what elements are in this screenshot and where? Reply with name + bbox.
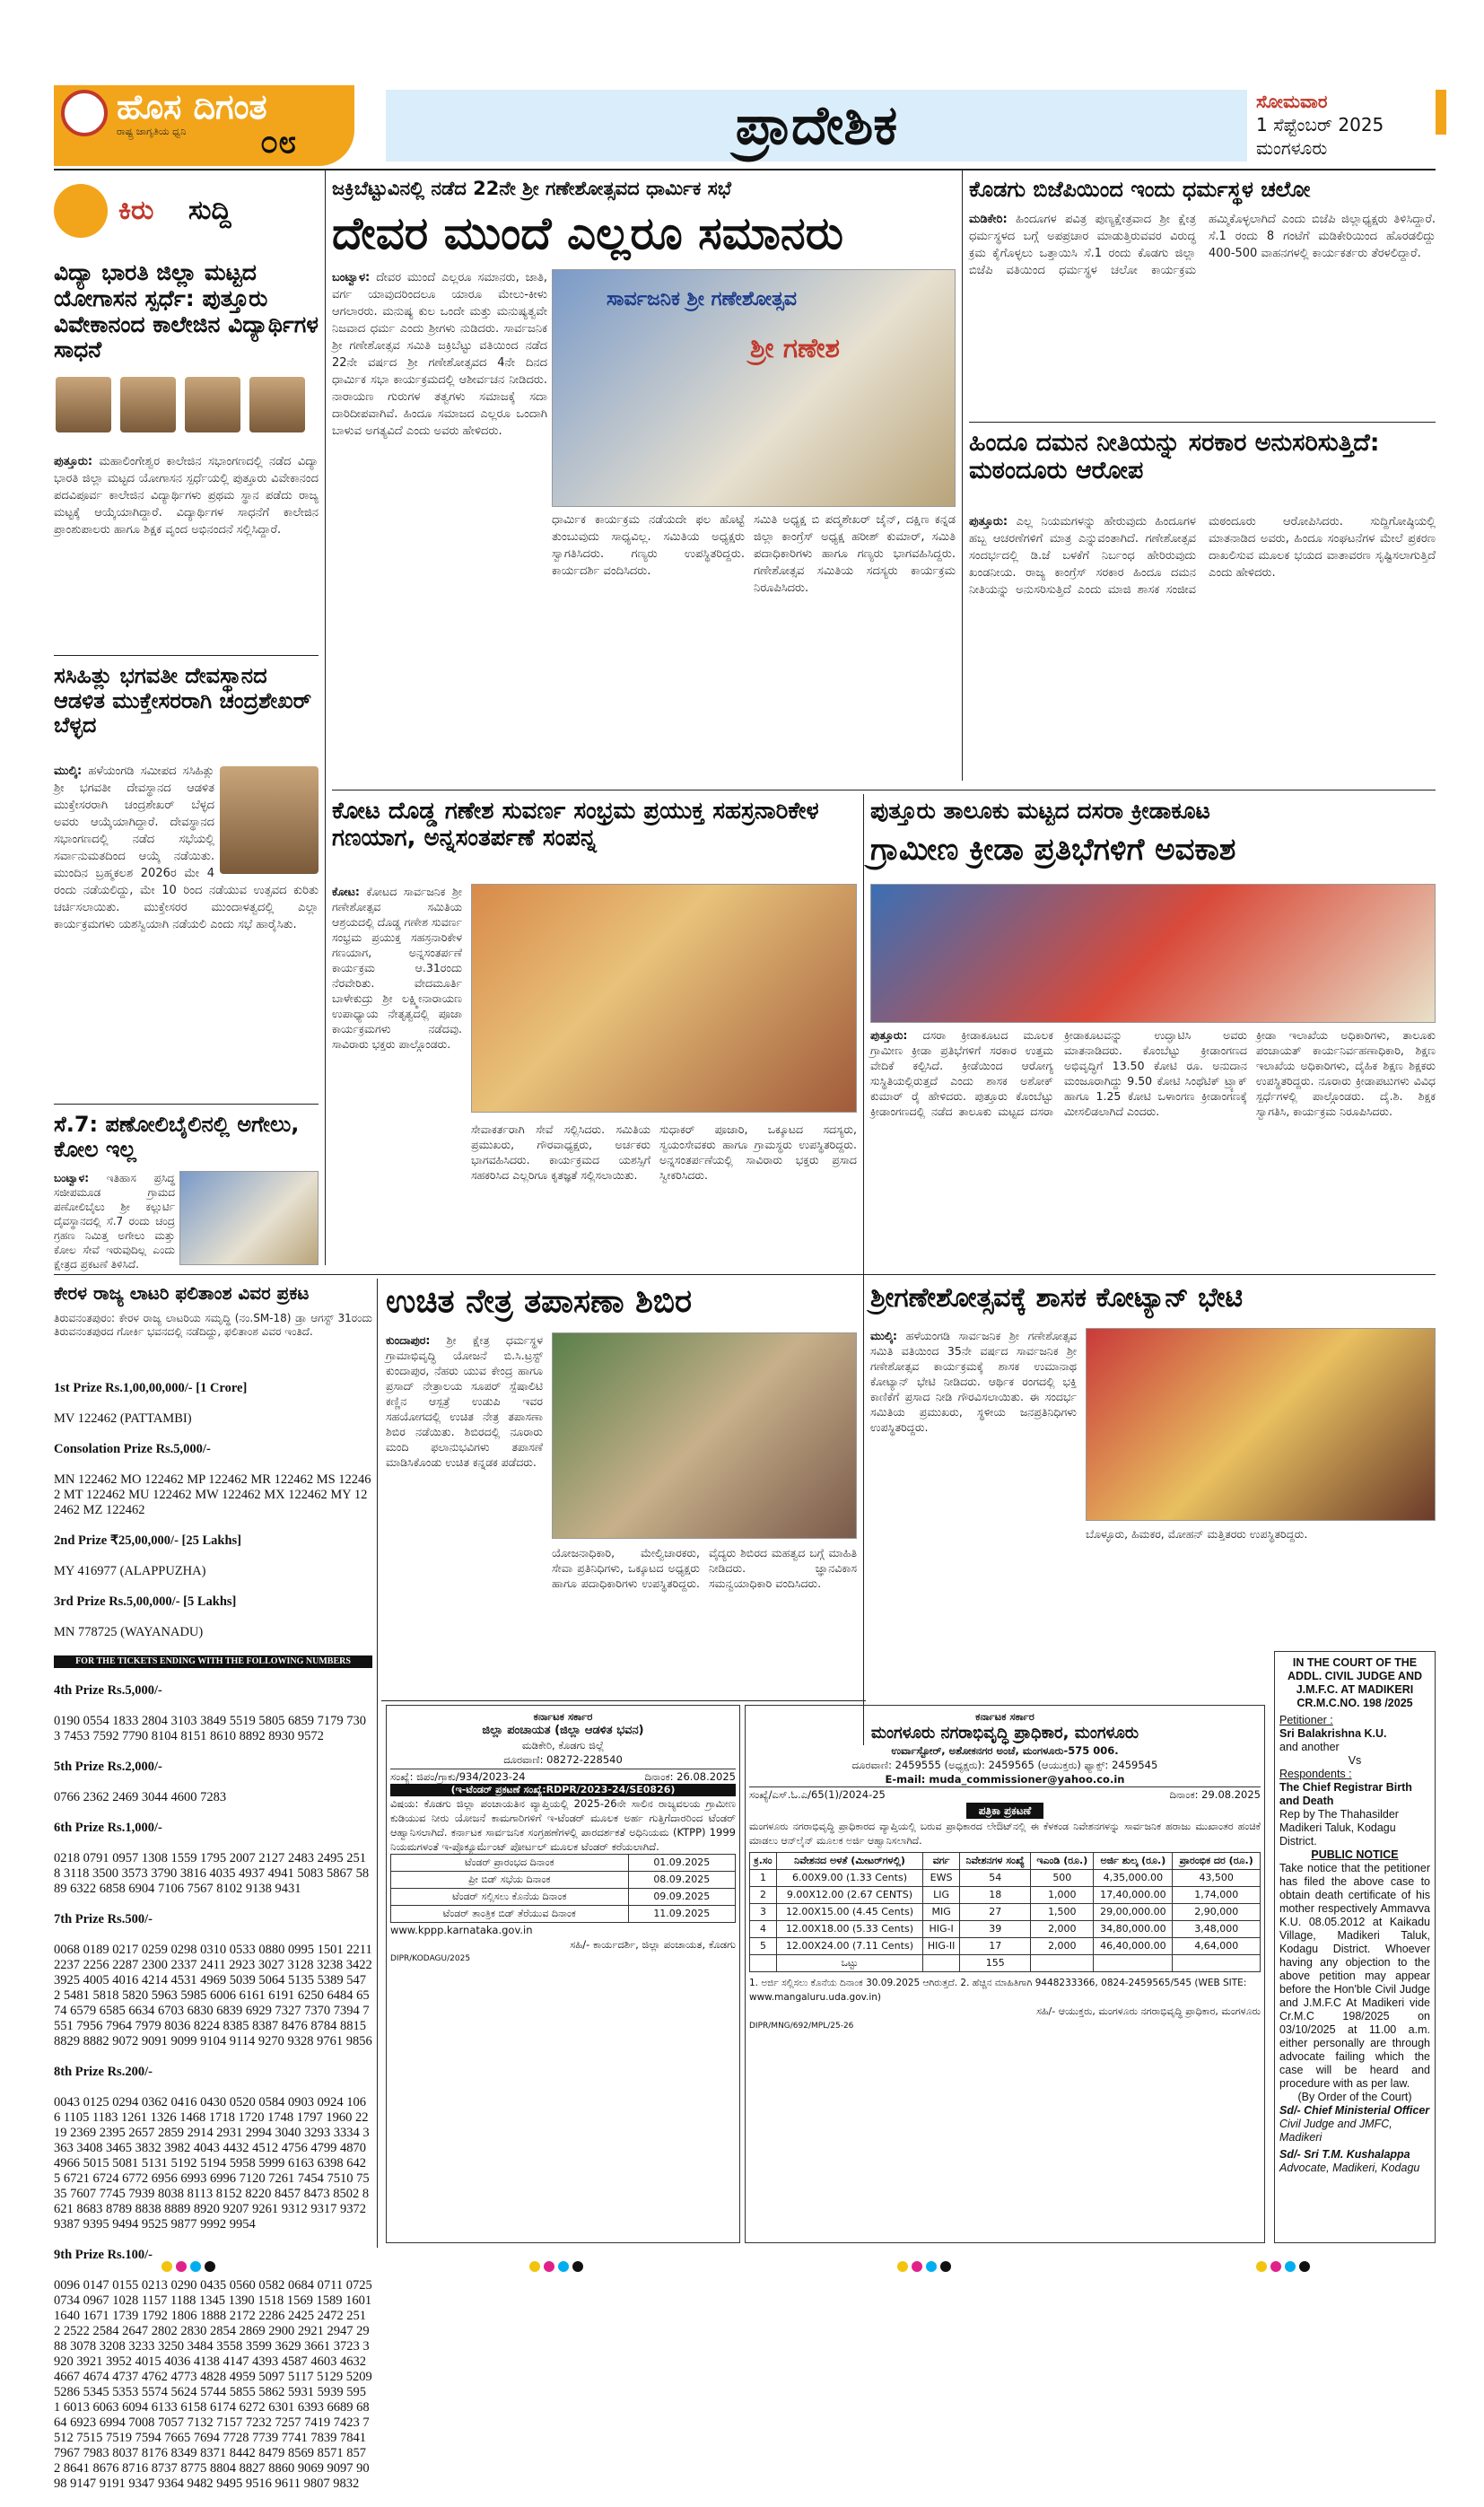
court-l4: CR.M.C.NO. 198 /2025 bbox=[1296, 1697, 1413, 1709]
lot-third-no: MN 778725 (WAYANADU) bbox=[54, 1625, 204, 1639]
lot-cons-no: MN 122462 MO 122462 MP 122462 MR 122462 MS 122462 MT 122462 MU 122462 MW 122462 MX 122462 MY 122462 MZ 122462 bbox=[54, 1472, 371, 1517]
edge-marker bbox=[1436, 90, 1446, 135]
table-row: ಒಟ್ಟು 155 bbox=[750, 1955, 1261, 1972]
kotian-body bbox=[870, 1328, 1077, 1723]
muda-sign: ಸಹಿ/- ಆಯುಕ್ತರು, ಮಂಗಳೂರು ನಗರಾಭಿವೃದ್ಧಿ ಪ್ರಾಧಿಕಾರ, ಮಂಗಳೂರು bbox=[1036, 2005, 1261, 2017]
registration-marks bbox=[529, 2261, 583, 2272]
page-number: ೦೮ bbox=[260, 124, 297, 161]
lot-p5-no: 0766 2362 2469 3044 4600 7283 bbox=[54, 1790, 227, 1804]
court-pet: Petitioner : bbox=[1279, 1714, 1333, 1726]
registration-marks bbox=[1256, 2261, 1310, 2272]
kiru-label: ಕಿರು bbox=[118, 195, 154, 226]
zp-date: ದಿನಾಂಕ: 26.08.2025 bbox=[644, 1770, 736, 1783]
kodagu-text: ಹಿಂದೂಗಳ ಪವಿತ್ರ ಪುಣ್ಯಕ್ಷೇತ್ರವಾದ ಶ್ರೀ ಕ್ಷೇತ್ರ ಧರ್ಮಸ್ಥಳದ ಬಗ್ಗೆ ಅಪಪ್ರಚಾರ ಮಾಡುತ್ತಿರುವವರ ವಿರುದ್ಧ ಕ್ರಮ ಕೈಗೊಳ್ಳಲು ಒತ್ತಾಯಿಸಿ ಸೆ.1 ರಂದು ಕೊಡಗು ಜಿಲ್ಲಾ ಬಿಜೆಪಿ ವತಿಯಿಂದ ಧರ್ಮಸ್ಥಳ ಚಲೋ ಕಾರ್ಯಕ್ರಮ ಹಮ್ಮಿಕೊಳ್ಳಲಾಗಿದೆ ಎಂದು ಬಿಜೆಪಿ ಜಿಲ್ಲಾಧ್ಯಕ್ಷರು ತಿಳಿಸಿದ್ದಾರೆ. ಸೆ.1 ರಂದು 8 ಗಂಟೆಗೆ ಮಡಿಕೇರಿಯಿಂದ ಹೊರಡಲಿದ್ದು 400-500 ವಾಹನಗಳಲ್ಲಿ ಕಾರ್ಯಕರ್ತರು ತೆರಳಲಿದ್ದಾರೆ. bbox=[969, 213, 1436, 277]
student-photo bbox=[56, 377, 111, 432]
eye-place: ಕುಂದಾಪುರ: bbox=[386, 1333, 431, 1347]
s2-headline: ಸಸಿಹಿತ್ಲು ಭಗವತೀ ದೇವಸ್ಥಾನದ ಆಡಳಿತ ಮುಕ್ತೇಸರರಾಗಿ ಚಂದ್ರಶೇಖರ್ ಬೆಳ್ಳದ bbox=[54, 663, 312, 738]
kodagu-headline: ಕೊಡಗು ಬಿಜೆಪಿಯಿಂದ ಇಂದು ಧರ್ಮಸ್ಥಳ ಚಲೋ bbox=[969, 177, 1311, 202]
kota-place: ಕೋಟ: bbox=[332, 885, 360, 898]
dasara-body2: ಕ್ರೀಡಾ ಇಲಾಖೆಯ ಅಧಿಕಾರಿಗಳು, ತಾಲೂಕು ಪಂಚಾಯತ್ ಕಾರ್ಯನಿರ್ವಹಣಾಧಿಕಾರಿ, ಶಿಕ್ಷಣ ಇಲಾಖೆಯ ಅಧಿಕಾರಿಗಳು, ದೈಹಿಕ ಶಿಕ್ಷಣ ಶಿಕ್ಷಕರು ಉಪಸ್ಥಿತರಿದ್ದರು. ನೂರಾರು ಕ್ರೀಡಾಪಟುಗಳು ವಿವಿಧ ಸ್ಪರ್ಧೆಗಳಲ್ಲಿ ಪಾಲ್ಗೊಂಡರು. ದೈ.ಶಿ. ಶಿಕ್ಷಕ ಸ್ವಾಗತಿಸಿ, ಕಾರ್ಯಕ್ರಮ ನಿರೂಪಿಸಿದರು. bbox=[1256, 1028, 1436, 1118]
table-row: ಟೆಂಡರ್ ಸಲ್ಲಿಸಲು ಕೊನೆಯ ದಿನಾಂಕ 09.09.2025 bbox=[391, 1889, 736, 1906]
dasara-kicker: ಪುತ್ತೂರು ತಾಲೂಕು ಮಟ್ಟದ ದಸರಾ ಕ್ರೀಡಾಕೂಟ bbox=[870, 798, 1210, 824]
lot-second-no: MY 416977 (ALAPPUZHA) bbox=[54, 1564, 206, 1578]
zp-sign: ಸಹಿ/- ಕಾರ್ಯದರ್ಶಿ, ಜಿಲ್ಲಾ ಪಂಚಾಯತ, ಕೊಡಗು bbox=[570, 1938, 736, 1951]
zp-title: (ಇ-ಟೆಂಡರ್ ಪ್ರಕಟಣೆ ಸಂಖ್ಯೆ:RDPR/2023-24/SE0826) bbox=[390, 1784, 736, 1796]
court-rep: Rep by The Thahasilder Madikeri Taluk, Kodagu District. bbox=[1279, 1808, 1399, 1847]
kota-text: ಕೋಟದ ಸಾರ್ವಜನಿಕ ಶ್ರೀ ಗಣೇಶೋತ್ಸವ ಸಮಿತಿಯ ಆಶ್ರಯದಲ್ಲಿ ದೊಡ್ಡ ಗಣೇಶ ಸುವರ್ಣ ಸಂಭ್ರಮ ಪ್ರಯುಕ್ತ ಸಹಸ್ರನಾರಿಕೇಳ ಗಣಯಾಗ, ಅನ್ನಸಂತರ್ಪಣೆ ಕಾರ್ಯಕ್ರಮ ಆ.31ರಂದು ನೆರವೇರಿತು. ವೇದಮೂರ್ತಿ ಬಾಳೇಕುದ್ರು ಶ್ರೀ ಲಕ್ಷ್ಮೀನಾರಾಯಣ ಉಪಾಧ್ಯಾಯ ನೇತೃತ್ವದಲ್ಲಿ ಪೂಜಾ ಕಾರ್ಯಕ್ರಮಗಳು ನಡೆದವು. ಸಾವಿರಾರು ಭಕ್ತರು ಪಾಲ್ಗೊಂಡರು. bbox=[332, 885, 462, 1051]
s2-body bbox=[54, 763, 319, 1104]
photo-banner: ಸಾರ್ವಜನಿಕ ಶ್ರೀ ಗಣೇಶೋತ್ಸವ bbox=[607, 288, 798, 310]
kota-body3: ಸುಧಾಕರ್ ಪೂಜಾರಿ, ಒಕ್ಕೂಟದ ಸದಸ್ಯರು, ಸ್ವಯಂಸೇವಕರು ಹಾಗೂ ಗ್ರಾಮಸ್ಥರು ಉಪಸ್ಥಿತರಿದ್ದರು. ಅನ್ನಸಂತರ್ಪಣೆಯಲ್ಲಿ ಸಾವಿರಾರು ಭಕ್ತರು ಪ್ರಸಾದ ಸ್ವೀಕರಿಸಿದರು. bbox=[659, 1122, 857, 1182]
s3-place: ಬಂಟ್ವಾಳ: bbox=[54, 1172, 89, 1184]
col-rule bbox=[962, 170, 963, 781]
lead-photo bbox=[552, 269, 956, 507]
court-sig2b: Advocate, Madikeri, Kodagu bbox=[1279, 2162, 1420, 2174]
zp-h2: ಜಿಲ್ಲಾ ಪಂಚಾಯತ (ಜಿಲ್ಲಾ ಆಡಳಿತ ಭವನ) bbox=[482, 1724, 644, 1737]
lead-place: ಬಂಟ್ವಾಳ: bbox=[332, 271, 371, 284]
court-vs: Vs bbox=[1348, 1754, 1362, 1767]
court-sig2: Sd/- Sri T.M. Kushalappa bbox=[1279, 2148, 1410, 2161]
person-photo bbox=[220, 766, 319, 874]
kiru-suddi-label bbox=[54, 184, 287, 247]
lottery-headline: ಕೇರಳ ರಾಜ್ಯ ಲಾಟರಿ ಫಲಿತಾಂಶ ವಿವರ ಪ್ರಕಟ bbox=[54, 1282, 310, 1304]
kota-headline: ಕೋಟ ದೊಡ್ಡ ಗಣೇಶ ಸುವರ್ಣ ಸಂಭ್ರಮ ಪ್ರಯುಕ್ತ ಸಹಸ್ರನಾರಿಕೇಳ ಗಣಯಾಗ, ಅನ್ನಸಂತರ್ಪಣೆ ಸಂಪನ್ನ bbox=[332, 798, 819, 852]
lead-body3: ಸಮಿತಿ ಅಧ್ಯಕ್ಷ ಬಿ ಪದ್ಮಶೇಖರ್ ಜೈನ್, ದಕ್ಷಿಣ ಕನ್ನಡ ಜಿಲ್ಲಾ ಕಾಂಗ್ರೆಸ್ ಅಧ್ಯಕ್ಷ ಹರೀಶ್ ಕುಮಾರ್, ಸಮಿತಿ ಪದಾಧಿಕಾರಿಗಳು ಹಾಗೂ ಗಣ್ಯರು ಭಾಗವಹಿಸಿದ್ದರು. ಗಣೇಶೋತ್ಸವ ಸಮಿತಿಯ ಸದಸ್ಯರು ಕಾರ್ಯಕ್ರಮ ನಿರೂಪಿಸಿದರು. bbox=[754, 513, 956, 595]
lot-cons: Consolation Prize Rs.5,000/- bbox=[54, 1442, 211, 1456]
court-sig1b: Civil Judge and JMFC, Madikeri bbox=[1279, 2118, 1392, 2144]
court-pn: PUBLIC NOTICE bbox=[1311, 1848, 1399, 1861]
court-pet-name: Sri Balakrishna K.U. bbox=[1279, 1727, 1387, 1740]
lottery-results bbox=[54, 1366, 376, 2491]
eye-body2: ಯೋಜನಾಧಿಕಾರಿ, ಮೇಲ್ವಿಚಾರಕರು, ಸೇವಾ ಪ್ರತಿನಿಧಿಗಳು, ಒಕ್ಕೂಟದ ಅಧ್ಯಕ್ಷರು ಹಾಗೂ ಪದಾಧಿಕಾರಿಗಳು ಉಪಸ್ಥಿತರಿದ್ದರು. ವೈದ್ಯರು ಶಿಬಿರದ ಮಹತ್ವದ ಬಗ್ಗೆ ಮಾಹಿತಿ ನೀಡಿದರು. ಜ್ಞಾನವಿಕಾಸ ಸಮನ್ವಯಾಧಿಕಾರಿ ವಂದಿಸಿದರು. bbox=[552, 1546, 857, 1590]
muda-date: ದಿನಾಂಕ: 29.08.2025 bbox=[1169, 1788, 1261, 1801]
table-row: ಪ್ರೀ ಬಿಡ್ ಸಭೆಯ ದಿನಾಂಕ 08.09.2025 bbox=[391, 1872, 736, 1889]
dasara-body bbox=[870, 1027, 1247, 1274]
lot-bar: FOR THE TICKETS ENDING WITH THE FOLLOWING NUMBERS bbox=[54, 1655, 372, 1668]
lot-p6-no: 0218 0791 0957 1308 1559 1795 2007 2127 2483 2495 2518 3118 3500 3573 3790 3816 4035 4937 4941 5083 5867 5889 6322 6858 6904 7106 7567 8102 9138 9431 bbox=[54, 1851, 370, 1896]
registration-marks bbox=[897, 2261, 951, 2272]
photo-banner-sub: ಶ್ರೀ ಗಣೇಶ bbox=[750, 333, 840, 364]
eye-photo bbox=[552, 1332, 857, 1539]
dateline bbox=[1256, 90, 1418, 160]
hindu-text: ಎಲ್ಲ ನಿಯಮಗಳನ್ನು ಹೇರುವುದು ಹಿಂದೂಗಳ ಹಬ್ಬ ಆಚರಣೆಗಳಿಗೆ ಮಾತ್ರ ಎನ್ನುವಂತಾಗಿದೆ. ಗಣೇಶೋತ್ಸವ ಸಂದರ್ಭದಲ್ಲಿ ಡಿ.ಜೆ ಬಳಕೆಗೆ ನಿರ್ಬಂಧ ಹೇರಿರುವುದು ಖಂಡನೀಯ. ರಾಜ್ಯ ಕಾಂಗ್ರೆಸ್ ಸರಕಾರ ಹಿಂದೂ ದಮನ ನೀತಿಯನ್ನು ಅನುಸರಿಸುತ್ತಿದೆ ಎಂದು ಮಾಜಿ ಶಾಸಕ ಸಂಜೀವ ಮಠಂದೂರು ಆರೋಪಿಸಿದರು. ಸುದ್ದಿಗೋಷ್ಠಿಯಲ್ಲಿ ಮಾತನಾಡಿದ ಅವರು, ಹಿಂದೂ ಸಂಘಟನೆಗಳ ಮೇಲೆ ಪ್ರಕರಣ ದಾಖಲಿಸುವ ಮೂಲಕ ಭಯದ ವಾತಾವರಣ ಸೃಷ್ಟಿಸಲಾಗುತ್ತಿದೆ ಎಂದು ಹೇಳಿದರು. bbox=[969, 515, 1436, 597]
court-resp: Respondents : bbox=[1279, 1768, 1352, 1780]
table-row: 2 9.00X12.00 (2.67 CENTS) LIG 18 1,000 17,40,000.00 1,74,000 bbox=[750, 1887, 1261, 1904]
lot-p7-no: 0068 0189 0217 0259 0298 0310 0533 0880 0995 1501 2211 2237 2256 2287 2300 2337 2411 2923 3027 3128 3238 3422 3925 4005 4016 4214 4531 4969 5039 5064 5135 5389 5472 5481 5818 5820 5963 5985 6006 6161 6191 6250 6484 6574 6579 6585 6634 6703 6830 6839 6929 7327 7370 7394 7551 7956 7964 7979 8036 8224 8385 8387 8476 8784 8815 8829 8882 9072 9091 9099 9104 9114 9270 9328 9761 9856 bbox=[54, 1943, 376, 2048]
story-rule bbox=[381, 1700, 866, 1701]
muda-h3: ಉರ್ವಾಸ್ಟೋರ್, ಅಶೋಕನಗರ ಅಂಚೆ, ಮಂಗಳೂರು-575 006. bbox=[891, 1744, 1119, 1757]
kota-photo bbox=[471, 884, 857, 1113]
table-row: 1 6.00X9.00 (1.33 Cents) EWS 54 500 4,35,000.00 43,500 bbox=[750, 1870, 1261, 1887]
zp-dip: DIPR/KODAGU/2025 bbox=[390, 1954, 471, 1963]
court-sig1: Sd/- Chief Ministerial Officer bbox=[1279, 2104, 1430, 2117]
student-photo bbox=[185, 377, 240, 432]
story-rule bbox=[54, 1104, 319, 1105]
suddi-label: ಸುದ್ದಿ bbox=[188, 195, 231, 226]
lottery-intro: ತಿರುವನಂತಪುರಂ: ಕೇರಳ ರಾಜ್ಯ ಲಾಟರಿಯ ಸಮೃದ್ಧಿ (ನಂ.SM-18) ಡ್ರಾ ಆಗಸ್ಟ್ 31ರಂದು ತಿರುವನಂತಪುರದ ಗೋರ್ಕಿ ಭವನದಲ್ಲಿ ನಡೆದಿದ್ದು, ಫಲಿತಾಂಶ ವಿವರ ಇಂತಿದೆ. bbox=[54, 1312, 372, 1338]
masthead-name: ಹೊಸ ದಿಗಂತ bbox=[117, 87, 267, 127]
dasara-text: ದಸರಾ ಕ್ರೀಡಾಕೂಟದ ಮೂಲಕ ಗ್ರಾಮೀಣ ಕ್ರೀಡಾ ಪ್ರತಿಭೆಗಳಿಗೆ ಸರಕಾರ ಉತ್ತಮ ವೇದಿಕೆ ಕಲ್ಪಿಸಿದೆ. ಕ್ರೀಡೆಯಿಂದ ಆರೋಗ್ಯ ಸುಸ್ಥಿತಿಯಲ್ಲಿರುತ್ತದೆ ಎಂದು ಶಾಸಕ ಅಶೋಕ್ ಕುಮಾರ್ ರೈ ಹೇಳಿದರು. ಪುತ್ತೂರು ಕೊಂಬೆಟ್ಟು ಕ್ರೀಡಾಂಗಣದಲ್ಲಿ ನಡೆದ ತಾಲೂಕು ಮಟ್ಟದ ದಸರಾ ಕ್ರೀಡಾಕೂಟವನ್ನು ಉದ್ಘಾಟಿಸಿ ಅವರು ಮಾತನಾಡಿದರು. ಕೊಂಬೆಟ್ಟು ಕ್ರೀಡಾಂಗಣದ ಅಭಿವೃದ್ಧಿಗೆ 13.50 ಕೋಟಿ ರೂ. ಅನುದಾನ ಮಂಜೂರಾಗಿದ್ದು 9.50 ಕೋಟಿ ಸಿಂಥೆಟಿಕ್ ಟ್ರ್ಯಾಕ್ ಹಾಗೂ 1.25 ಕೋಟಿ ಒಳಾಂಗಣ ಕ್ರೀಡಾಂಗಣಕ್ಕೆ ಮೀಸಲಿಡಲಾಗಿದೆ ಎಂದರು. bbox=[870, 1028, 1247, 1118]
masthead-rule bbox=[54, 169, 1436, 170]
kotian-caption: ಬೊಳ್ಳೂರು, ಹಿಮಕರ, ಮೋಹನ್ ಮತ್ತಿತರರು ಉಪಸ್ಥಿತರಿದ್ದರು. bbox=[1086, 1527, 1308, 1541]
kodagu-place: ಮಡಿಕೇರಿ: bbox=[969, 213, 1008, 226]
hand-icon bbox=[54, 184, 108, 238]
zp-h1: ಕರ್ನಾಟಕ ಸರ್ಕಾರ bbox=[533, 1710, 593, 1723]
story-rule bbox=[54, 1274, 1436, 1275]
col-rule bbox=[377, 1279, 378, 2248]
lot-first-no: MV 122462 (PATTAMBI) bbox=[54, 1411, 192, 1426]
section-title: ಪ್ರಾದೇಶಿಕ bbox=[386, 90, 1247, 162]
lot-p4-no: 0190 0554 1833 2804 3103 3849 5519 5805 6859 7179 7303 7453 7592 7790 8104 8151 8610 8892 8930 9572 bbox=[54, 1714, 366, 1743]
s1-text: ಮಹಾಲಿಂಗೇಶ್ವರ ಕಾಲೇಜಿನ ಸಭಾಂಗಣದಲ್ಲಿ ನಡೆದ ವಿದ್ಯಾ ಭಾರತಿ ಜಿಲ್ಲಾ ಮಟ್ಟದ ಯೋಗಾಸನ ಸ್ಪರ್ಧೆಯಲ್ಲಿ ಪುತ್ತೂರು ವಿವೇಕಾನಂದ ಪದವಿಪೂರ್ವ ಕಾಲೇಜಿನ ವಿದ್ಯಾರ್ಥಿಗಳು ಪ್ರಥಮ ಸ್ಥಾನ ಪಡೆದು ರಾಜ್ಯ ಮಟ್ಟಕ್ಕೆ ಆಯ್ಕೆಯಾಗಿದ್ದಾರೆ. ವಿದ್ಯಾರ್ಥಿಗಳ ಸಾಧನೆಗೆ ಕಾಲೇಜಿನ ಪ್ರಾಂಶುಪಾಲರು ಹಾಗೂ ಶಿಕ್ಷಕ ವೃಂದ ಅಭಿನಂದನೆ ಸಲ್ಲಿಸಿದ್ದಾರೆ. bbox=[54, 455, 319, 537]
date: 1 ಸೆಪ್ಟೆಂಬರ್ 2025 bbox=[1256, 114, 1384, 135]
kotian-photo bbox=[1086, 1328, 1436, 1521]
zp-phone: ದೂರವಾಣಿ: 08272-228540 bbox=[503, 1753, 623, 1766]
lot-third: 3rd Prize Rs.5,00,000/- [5 Lakhs] bbox=[54, 1594, 237, 1609]
lot-p9-no: 0096 0147 0155 0213 0290 0435 0560 0582 0684 0711 0725 0734 0967 1028 1157 1188 1345 1390 1518 1569 1589 1601 1640 1671 1739 1792 1806 1888 2172 2286 2425 2472 2512 2522 2584 2647 2802 2830 2854 2869 2900 2921 2947 2988 3078 3208 3233 3250 3484 3558 3599 3629 3661 3723 3920 3921 3952 4015 4036 4138 4147 4393 4587 4603 4632 4667 4674 4737 4762 4773 4828 4959 5097 5117 5129 5209 5286 5345 5353 5574 5624 5744 5855 5862 5931 5939 5951 6013 6063 6094 6133 6158 6174 6272 6301 6393 6689 6864 6923 6994 7008 7057 7132 7157 7232 7257 7419 7423 7512 7515 7519 7594 7665 7694 7728 7739 7741 7839 7841 7967 7983 8037 8176 8349 8371 8442 8479 8569 8571 8572 8641 8676 8716 8737 8775 8804 8827 8860 9069 9097 9098 9147 9191 9347 9364 9482 9495 9516 9611 9807 9832 bbox=[54, 2278, 376, 2491]
table-row: ಟೆಂಡರ್ ತಾಂತ್ರಿಕ ಬಿಡ್ ತೆರೆಯುವ ದಿನಾಂಕ 11.09.2025 bbox=[391, 1906, 736, 1923]
muda-notice bbox=[745, 1705, 1265, 2243]
hindu-body bbox=[969, 513, 1436, 773]
muda-title: ಪತ್ರಿಕಾ ಪ್ರಕಟಣೆ bbox=[966, 1803, 1044, 1819]
student-photo bbox=[249, 377, 305, 432]
lot-first: 1st Prize Rs.1,00,00,000/- [1 Crore] bbox=[54, 1381, 248, 1395]
lot-p5: 5th Prize Rs.2,000/- bbox=[54, 1760, 162, 1774]
court-l1: IN THE COURT OF THE bbox=[1292, 1656, 1418, 1669]
zp-h3: ಮಡಿಕೇರಿ, ಕೊಡಗು ಜಿಲ್ಲೆ bbox=[521, 1739, 605, 1751]
court-body: Take notice that the petitioner has filed the above case to obtain death certificate of his mother respectively Ammavva K.U. 08.05.2012 at Kaikadu Village, Madikeri Taluk, Kodagu District. Whoever having any objection to the above petition may appear before the Hon'ble Civil Judge and J.M.F.C At Madikeri vide Cr.M.C 198/2025 on 03/10/2025 at 11.00 a.m. either personally are through advocate failing which the case will be heard and procedure with as per law. bbox=[1279, 1862, 1430, 2090]
eye-body bbox=[386, 1332, 543, 1691]
lot-p6: 6th Prize Rs.1,000/- bbox=[54, 1821, 162, 1835]
story-rule bbox=[969, 422, 1436, 423]
kota-body2: ಸೇವಾಕರ್ತರಾಗಿ ಸೇವೆ ಸಲ್ಲಿಸಿದರು. ಸಮಿತಿಯ ಪ್ರಮುಖರು, ಗೌರವಾಧ್ಯಕ್ಷರು, ಅರ್ಚಕರು ಭಾಗವಹಿಸಿದರು. ಕಾರ್ಯಕ್ರಮದ ಯಶಸ್ಸಿಗೆ ಸಹಕರಿಸಿದ ಎಲ್ಲರಿಗೂ ಕೃತಜ್ಞತೆ ಸಲ್ಲಿಸಲಾಯಿತು. bbox=[471, 1122, 650, 1182]
zp-tender bbox=[386, 1705, 740, 2243]
table-row: 4 12.00X18.00 (5.33 Cents) HIG-I 39 2,000 34,80,000.00 3,48,000 bbox=[750, 1921, 1261, 1938]
lot-second: 2nd Prize ₹25,00,000/- [25 Lakhs] bbox=[54, 1533, 242, 1548]
lead-headline: ದೇವರ ಮುಂದೆ ಎಲ್ಲರೂ ಸಮಾನರು bbox=[332, 207, 844, 259]
day: ಸೋಮವಾರ bbox=[1256, 91, 1328, 112]
dasara-headline: ಗ್ರಾಮೀಣ ಕ್ರೀಡಾ ಪ್ರತಿಭೆಗಳಿಗೆ ಅವಕಾಶ bbox=[870, 832, 1236, 868]
s1-body bbox=[54, 453, 319, 651]
story-rule bbox=[54, 655, 319, 656]
s1-headline: ವಿದ್ಯಾ ಭಾರತಿ ಜಿಲ್ಲಾ ಮಟ್ಟದ ಯೋಗಾಸನ ಸ್ಪರ್ಧೆ: ಪುತ್ತೂರು ವಿವೇಕಾನಂದ ಕಾಲೇಜಿನ ವಿದ್ಯಾರ್ಥಿಗಳ ಸಾಧನೆ bbox=[54, 259, 319, 363]
muda-dip: DIPR/MNG/692/MPL/25-26 bbox=[749, 2022, 854, 2031]
court-l3: J.M.F.C. AT MADIKERI bbox=[1296, 1683, 1414, 1696]
table-row: 3 12.00X15.00 (4.45 Cents) MIG 27 1,500 29,00,000.00 2,90,000 bbox=[750, 1904, 1261, 1921]
lead-body1 bbox=[332, 269, 547, 677]
lead-kicker: ಜಕ್ರಿಬೆಟ್ಟುವಿನಲ್ಲಿ ನಡೆದ 22ನೇ ಶ್ರೀ ಗಣೇಶೋತ್ಸವದ ಧಾರ್ಮಿಕ ಸಭೆ bbox=[332, 178, 731, 199]
table-row: ಟೆಂಡರ್ ಪ್ರಾರಂಭದ ದಿನಾಂಕ 01.09.2025 bbox=[391, 1855, 736, 1872]
muda-h1: ಕರ್ನಾಟಕ ಸರ್ಕಾರ bbox=[975, 1710, 1034, 1723]
muda-body: ಮಂಗಳೂರು ನಗರಾಭಿವೃದ್ಧಿ ಪ್ರಾಧಿಕಾರದ ವ್ಯಾಪ್ತಿಯಲ್ಲಿ ಬರುವ ಪ್ರಾಧಿಕಾರದ ಲೇಔಟ್‌ನಲ್ಲಿ ಈ ಕೆಳಕಂಡ ನಿವೇಶನಗಳನ್ನು ಸಾರ್ವಜನಿಕ ಹರಾಜು ಮುಖಾಂತರ ಹಂಚಿಕೆ ಮಾಡಲು ಆನ್‌ಲೈನ್ ಮೂಲಕ ಅರ್ಜಿ ಆಹ್ವಾನಿಸಲಾಗಿದೆ. bbox=[749, 1821, 1261, 1847]
s1-place: ಪುತ್ತೂರು: bbox=[54, 455, 93, 468]
table-row: 5 12.00X24.00 (7.11 Cents) HIG-II 17 2,000 46,40,000.00 4,64,000 bbox=[750, 1938, 1261, 1955]
zp-web: www.kppp.karnataka.gov.in bbox=[390, 1924, 533, 1936]
lot-p8-no: 0043 0125 0294 0362 0416 0430 0520 0584 0903 0924 1066 1105 1183 1261 1326 1468 1718 1720 1748 1797 1960 2219 2369 2395 2657 2859 2914 2931 2994 3040 3293 3334 3363 3408 3465 3832 3982 4043 4432 4512 4756 4799 4870 4966 5015 5081 5131 5192 5194 5958 5999 6163 6398 6425 6721 6724 6772 6956 6993 6996 7120 7261 7454 7510 7535 7607 7745 7939 8038 8113 8152 8220 8457 8473 8502 8621 8683 8789 8838 8889 8920 9207 9261 9312 9317 9372 9387 9395 9494 9525 9877 9992 9954 bbox=[54, 2095, 370, 2232]
masthead-tagline: ರಾಷ್ಟ್ರ ಜಾಗೃತಿಯ ಧ್ವನಿ bbox=[117, 126, 187, 137]
lot-p4: 4th Prize Rs.5,000/- bbox=[54, 1683, 162, 1698]
lot-p9: 9th Prize Rs.100/- bbox=[54, 2248, 153, 2262]
muda-no: ಸಂಖ್ಯೆ/ಎಸ್.ಓ.ಎ/65(1)/2024-25 bbox=[749, 1788, 886, 1801]
court-and: and another bbox=[1279, 1741, 1340, 1753]
lot-p7: 7th Prize Rs.500/- bbox=[54, 1912, 153, 1926]
story-rule bbox=[332, 790, 1436, 791]
court-order: (By Order of the Court) bbox=[1297, 2091, 1412, 2103]
kotian-headline: ಶ್ರೀಗಣೇಶೋತ್ಸವಕ್ಕೆ ಶಾಸಕ ಕೋಟ್ಯಾನ್ ಭೇಟಿ bbox=[870, 1282, 1244, 1314]
dasara-photo bbox=[870, 884, 1436, 1023]
eye-headline: ಉಚಿತ ನೇತ್ರ ತಪಾಸಣಾ ಶಿಬಿರ bbox=[386, 1283, 693, 1320]
muda-email: E-mail: muda_commissioner@yahoo.co.in bbox=[885, 1773, 1125, 1786]
kotian-place: ಮುಲ್ಕಿ: bbox=[870, 1329, 898, 1342]
table-header: ಕ್ರ.ಸಂ ನಿವೇಶನದ ಅಳತೆ (ಮೀಟರ್‌ಗಳಲ್ಲಿ) ವರ್ಗ ನಿವೇಶನಗಳ ಸಂಖ್ಯೆ ಇಎಂಡಿ (ರೂ.) ಅರ್ಜಿ ಶುಲ್ಕ (ರೂ.) ಪ್ರಾರಂಭಿಕ ದರ (ರೂ.) bbox=[750, 1853, 1261, 1870]
dasara-place: ಪುತ್ತೂರು: bbox=[870, 1028, 908, 1042]
logo-icon bbox=[61, 90, 108, 136]
zp-table bbox=[390, 1854, 736, 1923]
zp-no: ಸಂಖ್ಯೆ: ಜಿಪಂ/ಗ್ರಾಕು/934/2023-24 bbox=[390, 1770, 526, 1783]
s3-body bbox=[54, 1171, 175, 1270]
hindu-headline: ಹಿಂದೂ ದಮನ ನೀತಿಯನ್ನು ಸರಕಾರ ಅನುಸರಿಸುತ್ತಿದೆ: ಮಠಂದೂರು ಆರೋಪ bbox=[969, 429, 1380, 485]
student-photo bbox=[120, 377, 176, 432]
muda-table bbox=[749, 1852, 1261, 1972]
kotian-text: ಹಳೆಯಂಗಡಿ ಸಾರ್ವಜನಿಕ ಶ್ರೀ ಗಣೇಶೋತ್ಸವ ಸಮಿತಿ ವತಿಯಿಂದ 35ನೇ ವರ್ಷದ ಸಾರ್ವಜನಿಕ ಶ್ರೀ ಗಣೇಶೋತ್ಸವ ಕಾರ್ಯಕ್ರಮಕ್ಕೆ ಶಾಸಕ ಉಮಾನಾಥ ಕೋಟ್ಯಾನ್ ಭೇಟಿ ನೀಡಿದರು. ಆರ್ಥಿಕ ರಂಗದಲ್ಲಿ ಭಕ್ತಿ ಕಾಣಿಕೆಗೆ ಪ್ರಸಾದ ನೀಡಿ ಗೌರವಿಸಲಾಯಿತು. ಈ ಸಂದರ್ಭ ಸಮಿತಿಯ ಪ್ರಮುಖರು, ಸ್ಥಳೀಯ ಜನಪ್ರತಿನಿಧಿಗಳು ಉಪಸ್ಥಿತರಿದ್ದರು. bbox=[870, 1329, 1077, 1434]
registration-marks bbox=[161, 2261, 215, 2272]
kodagu-body bbox=[969, 211, 1436, 417]
muda-h2: ಮಂಗಳೂರು ನಗರಾಭಿವೃದ್ಧಿ ಪ್ರಾಧಿಕಾರ, ಮಂಗಳೂರು bbox=[870, 1724, 1139, 1743]
court-resp-name: The Chief Registrar Birth and Death bbox=[1279, 1781, 1412, 1807]
col-rule bbox=[325, 170, 326, 1265]
lead-body2: ಧಾರ್ಮಿಕ ಕಾರ್ಯಕ್ರಮ ನಡೆಯದೇ ಫಲ ಹೊಟ್ಟೆ ತುಂಬುವುದು ಸಾಧ್ಯವಿಲ್ಲ. ಸಮಿತಿಯ ಅಧ್ಯಕ್ಷರು ಸ್ವಾಗತಿಸಿದರು. ಗಣ್ಯರು ಉಪಸ್ಥಿತರಿದ್ದರು. ಕಾರ್ಯದರ್ಶಿ ವಂದಿಸಿದರು. bbox=[552, 513, 745, 578]
eye-text: ಶ್ರೀ ಕ್ಷೇತ್ರ ಧರ್ಮಸ್ಥಳ ಗ್ರಾಮಾಭಿವೃದ್ಧಿ ಯೋಜನೆ ಬಿ.ಸಿ.ಟ್ರಸ್ಟ್ ಕುಂದಾಪುರ, ನೆಹರು ಯುವ ಕೇಂದ್ರ ಹಾಗೂ ಪ್ರಸಾದ್ ನೇತ್ರಾಲಯ ಸೂಪರ್ ಸ್ಪೆಷಾಲಿಟಿ ಕಣ್ಣಿನ ಆಸ್ಪತ್ರೆ ಉಡುಪಿ ಇವರ ಸಹಯೋಗದಲ್ಲಿ ಉಚಿತ ನೇತ್ರ ತಪಾಸಣಾ ಶಿಬಿರ ನಡೆಯಿತು. ಶಿಬಿರದಲ್ಲಿ ನೂರಾರು ಮಂದಿ ಫಲಾನುಭವಿಗಳು ತಪಾಸಣೆ ಮಾಡಿಸಿಕೊಂಡು ಉಚಿತ ಕನ್ನಡಕ ಪಡೆದರು. bbox=[386, 1333, 543, 1469]
lead-text1: ದೇವರ ಮುಂದೆ ಎಲ್ಲರೂ ಸಮಾನರು, ಜಾತಿ, ವರ್ಗ ಯಾವುದರಿಂದಲೂ ಯಾರೂ ಮೇಲು-ಕೀಳು ಆಗಲಾರರು. ಮನುಷ್ಯ ಕುಲ ಒಂದೇ ಮತ್ತು ಮನುಷ್ಯತ್ವವೇ ನಿಜವಾದ ಧರ್ಮ ಎಂದು ಶ್ರೀಗಳು ನುಡಿದರು. ಸಾರ್ವಜನಿಕ ಶ್ರೀ ಗಣೇಶೋತ್ಸವ ಸಮಿತಿ ಜಕ್ರಿಬೆಟ್ಟು ವತಿಯಿಂದ ನಡೆದ 22ನೇ ವರ್ಷದ ಶ್ರೀ ಗಣೇಶೋತ್ಸವದ 4ನೇ ದಿನದ ಧಾರ್ಮಿಕ ಸಭಾ ಕಾರ್ಯಕ್ರಮದಲ್ಲಿ ಆಶೀರ್ವಚನ ನೀಡಿದರು. ನಾರಾಯಣ ಗುರುಗಳ ತತ್ವಗಳು ಸಮಾಜಕ್ಕೆ ಸದಾ ದಾರಿದೀಪವಾಗಿವೆ. ಹಿಂದೂ ಸಮಾಜದ ಎಲ್ಲರೂ ಒಂದಾಗಿ ಬಾಳುವ ಅಗತ್ಯವಿದೆ ಎಂದು ಅವರು ಹೇಳಿದರು. bbox=[332, 271, 548, 438]
hindu-place: ಪುತ್ತೂರು: bbox=[969, 515, 1008, 528]
zp-body: ವಿಷಯ: ಕೊಡಗು ಜಿಲ್ಲಾ ಪಂಚಾಯತಿನ ವ್ಯಾಪ್ತಿಯಲ್ಲಿ 2025-26ನೇ ಸಾಲಿನ ರಾಜ್ಯವಲಯ ಗ್ರಾಮೀಣ ಕುಡಿಯುವ ನೀರು ಯೋಜನೆ ಕಾಮಗಾರಿಗಳಿಗೆ ಇ-ಟೆಂಡರ್ ಮೂಲಕ ಅರ್ಹ ಗುತ್ತಿಗೆದಾರರಿಂದ ಟೆಂಡರ್ ಆಹ್ವಾನಿಸಲಾಗಿದೆ. ಕರ್ನಾಟಕ ಸಾರ್ವಜನಿಕ ಸಂಗ್ರಹಣೆಗಳಲ್ಲಿ ಪಾರದರ್ಶಕತೆ ಅಧಿನಿಯಮ (KTPP) 1999 ನಿಯಮಗಳಂತೆ ಇ-ಪ್ರೊಕ್ಯೂರ್ಮೆಂಟ್ ಪೋರ್ಟಲ್ ಮೂಲಕ ಟೆಂಡರ್ ಕರೆಯಲಾಗಿದೆ. bbox=[390, 1797, 736, 1853]
lot-p8: 8th Prize Rs.200/- bbox=[54, 2065, 153, 2079]
temple-photo bbox=[179, 1171, 319, 1265]
court-notice bbox=[1274, 1651, 1436, 2243]
kota-body bbox=[332, 884, 462, 1261]
s2-text: ಹಳೆಯಂಗಡಿ ಸಮೀಪದ ಸಸಿಹಿತ್ಲು ಶ್ರೀ ಭಗವತೀ ದೇವಸ್ಥಾನದ ಆಡಳಿತ ಮುಕ್ತೇಸರರಾಗಿ ಚಂದ್ರಶೇಖರ್ ಬೆಳ್ಳದ ಅವರು ಆಯ್ಕೆಯಾಗಿದ್ದಾರೆ. ದೇವಸ್ಥಾನದ ಸಭಾಂಗಣದಲ್ಲಿ ನಡೆದ ಸಭೆಯಲ್ಲಿ ಸರ್ವಾನುಮತದಿಂದ ಆಯ್ಕೆ ನಡೆಯಿತು. ಮುಂದಿನ ಬ್ರಹ್ಮಕಲಶ 2026ರ ಮೇ 4 ರಂದು ನಡೆಯಲಿದ್ದು, ಮೇ 10 ರಿಂದ ನಡೆಯುವ ಉತ್ಸವದ ಕುರಿತು ಚರ್ಚಿಸಲಾಯಿತು. ಮುಕ್ತೇಸರರ ಮುಂದಾಳತ್ವದಲ್ಲಿ ಎಲ್ಲಾ ಕಾರ್ಯಕ್ರಮಗಳು ಯಶಸ್ವಿಯಾಗಿ ನಡೆಯಲಿ ಎಂದು ಸಭೆ ಹಾರೈಸಿತು. bbox=[54, 764, 319, 931]
court-l2: ADDL. CIVIL JUDGE AND bbox=[1287, 1670, 1422, 1682]
muda-phone: ದೂರವಾಣಿ: 2459555 (ಅಧ್ಯಕ್ಷರು): 2459565 (ಆಯುಕ್ತರು) ಫ್ಯಾಕ್ಸ್: 2459545 bbox=[851, 1759, 1158, 1771]
city: ಮಂಗಳೂರು bbox=[1256, 137, 1328, 159]
col-rule bbox=[863, 794, 864, 1745]
s2-place: ಮುಲ್ಕಿ: bbox=[54, 764, 83, 778]
s3-headline: ಸೆ.7: ಪಣೋಲಿಬೈಲಿನಲ್ಲಿ ಅಗೇಲು, ಕೋಲ ಇಲ್ಲ bbox=[54, 1112, 300, 1162]
s3-text: ಇತಿಹಾಸ ಪ್ರಸಿದ್ಧ ಸಜೀಪಮೂಡ ಗ್ರಾಮದ ಪಣೋಲಿಬೈಲು ಶ್ರೀ ಕಲ್ಲುರ್ಟಿ ದೈವಸ್ಥಾನದಲ್ಲಿ ಸೆ.7 ರಂದು ಚಂದ್ರ ಗ್ರಹಣ ನಿಮಿತ್ತ ಅಗೇಲು ಮತ್ತು ಕೋಲ ಸೇವೆ ಇರುವುದಿಲ್ಲ ಎಂದು ಕ್ಷೇತ್ರದ ಪ್ರಕಟಣೆ ತಿಳಿಸಿದೆ. bbox=[54, 1172, 175, 1271]
muda-notes: 1. ಅರ್ಜಿ ಸಲ್ಲಿಸಲು ಕೊನೆಯ ದಿನಾಂಕ 30.09.2025 ಆಗಿರುತ್ತದೆ. 2. ಹೆಚ್ಚಿನ ಮಾಹಿತಿಗಾಗಿ 9448233366, 0824-2459565/545 (WEB SITE: www.mangaluru.uda.gov.in) bbox=[749, 1978, 1247, 2003]
